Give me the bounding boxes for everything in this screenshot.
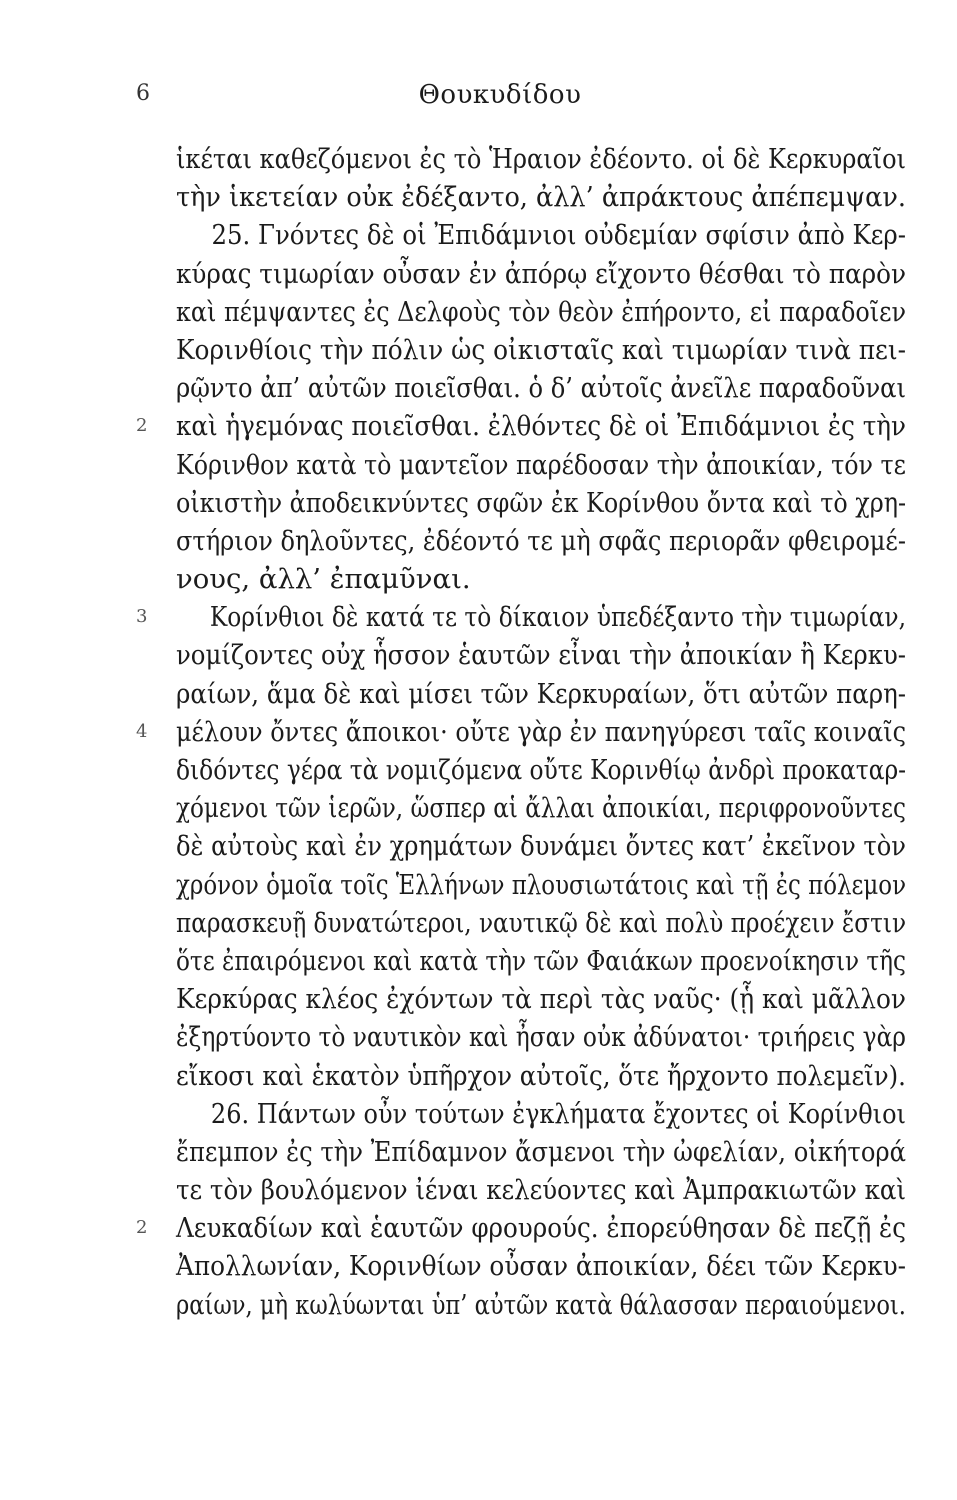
text-line	[176, 1286, 906, 1324]
text-line-content: καὶ ἡγεμόνας ποιεῖσθαι. ἐλθόντες δὲ οἱ Ἐπιδάμνιοι ἐς τὴν	[176, 410, 906, 443]
text-line-content: νους, ἀλλ’ ἐπαμῦναι.	[176, 563, 471, 596]
text-line-content: Κορίνθιοι δὲ κατά τε τὸ δίκαιον ὑπεδέξαντο τὴν τιμωρίαν,	[209, 601, 906, 634]
text-line-content: νομίζοντες οὐχ ἧσσον ἑαυτῶν εἶναι τὴν ἀποικίαν ἢ Κερκυ-	[176, 639, 906, 672]
text-line-content: ραίων, μὴ κωλύωνται ὑπ’ αὐτῶν κατὰ θάλασσαν περαιούμενοι.	[176, 1288, 906, 1321]
text-line	[136, 1209, 906, 1247]
text-line-content: τε τὸν βουλόμενον ἰέναι κελεύοντες καὶ Ἀμπρακιωτῶν καὶ	[176, 1174, 906, 1207]
text-line	[176, 140, 906, 178]
text-line-content: χρόνον ὁμοῖα τοῖς Ἑλλήνων πλουσιωτάτοις καὶ τῇ ἐς πόλεμον	[176, 868, 907, 901]
greek-text-body	[136, 140, 907, 1324]
text-line	[176, 827, 906, 865]
text-line	[176, 1095, 906, 1133]
text-line-content: Λευκαδίων καὶ ἑαυτῶν φρουρούς. ἐπορεύθησαν δὲ πεζῇ ἐς	[176, 1212, 906, 1245]
text-line-content: ρῷντο ἀπ’ αὐτῶν ποιεῖσθαι. ὁ δ’ αὐτοῖς ἀνεῖλε παραδοῦναι	[176, 372, 906, 405]
text-line-content: τὴν ἱκετείαν οὐκ ἐδέξαντο, ἀλλ’ ἀπράκτους ἀπέπεμψαν.	[176, 181, 906, 214]
text-line	[176, 484, 906, 522]
text-line-content: Κόρινθον κατὰ τὸ μαντεῖον παρέδοσαν τὴν ἀποικίαν, τόν τε	[176, 448, 906, 481]
text-line-content: 26. Πάντων οὖν τούτων ἐγκλήματα ἔχοντες οἱ Κορίνθιοι	[210, 1097, 906, 1130]
text-line	[176, 1171, 906, 1209]
text-line	[176, 866, 906, 904]
text-line-content: ἱκέται καθεζόμενοι ἐς τὸ Ἡραιον ἐδέοντο. οἱ δὲ Κερκυραῖοι	[176, 143, 906, 175]
margin-section-number: 2	[136, 415, 148, 437]
text-line	[136, 598, 906, 636]
text-line	[176, 560, 906, 598]
text-line-content: παρασκευῇ δυνατώτεροι, ναυτικῷ δὲ καὶ πολὺ προέχειν ἔστιν	[176, 906, 907, 939]
text-line	[176, 636, 906, 674]
text-line-content: χόμενοι τῶν ἱερῶν, ὥσπερ αἱ ἄλλαι ἀποικίαι, περιφρονοῦντες	[176, 792, 906, 825]
margin-section-number: 3	[136, 606, 148, 628]
text-line-content: Κορινθίοις τὴν πόλιν ὡς οἰκισταῖς καὶ τιμωρίαν τινὰ πει-	[176, 333, 906, 366]
text-line	[176, 178, 906, 216]
text-line-content: ὅτε ἐπαιρόμενοι καὶ κατὰ τὴν τῶν Φαιάκων προενοίκησιν τῆς	[176, 944, 906, 977]
text-line-content: Ἀπολλωνίαν, Κορινθίων οὖσαν ἀποικίαν, δέει τῶν Κερκυ-	[176, 1250, 907, 1283]
text-line	[176, 675, 906, 713]
text-line-content: 25. Γνόντες δὲ οἱ Ἐπιδάμνιοι οὐδεμίαν σφίσιν ἀπὸ Κερ-	[211, 219, 906, 252]
text-line-content: μέλουν ὄντες ἄποικοι· οὔτε γὰρ ἐν πανηγύρεσι ταῖς κοιναῖς	[176, 715, 906, 748]
text-line-content: ἔπεμπον ἐς τὴν Ἐπίδαμνον ἄσμενοι τὴν ὠφελίαν, οἰκήτορά	[176, 1135, 906, 1168]
page-number: 6	[136, 81, 150, 106]
text-line	[176, 904, 906, 942]
text-line	[176, 1133, 906, 1171]
text-line	[176, 369, 906, 407]
text-line	[176, 980, 906, 1018]
text-line	[176, 1057, 906, 1095]
text-line-content: οἰκιστὴν ἀποδεικνύντες σφῶν ἐκ Κορίνθου ὄντα καὶ τὸ χρη-	[176, 486, 907, 519]
margin-section-number: 2	[136, 1217, 148, 1239]
text-line	[176, 216, 906, 254]
text-line-content: ἐξηρτύοντο τὸ ναυτικὸν καὶ ἦσαν οὐκ ἀδύνατοι· τριήρεις γὰρ	[176, 1021, 906, 1054]
text-line	[176, 331, 906, 369]
text-line-content: διδόντες γέρα τὰ νομιζόμενα οὔτε Κορινθίῳ ἀνδρὶ προκαταρ-	[176, 754, 907, 786]
text-line-content: Κερκύρας κλέος ἐχόντων τὰ περὶ τὰς ναῦς· (ᾗ καὶ μᾶλλον	[176, 983, 906, 1016]
text-line-content: ραίων, ἅμα δὲ καὶ μίσει τῶν Κερκυραίων, ὅτι αὐτῶν παρη-	[176, 677, 907, 710]
text-line	[176, 255, 906, 293]
text-line	[176, 789, 906, 827]
text-line	[136, 713, 906, 751]
text-line	[176, 293, 906, 331]
text-line	[176, 751, 906, 789]
text-line	[176, 1018, 906, 1056]
running-head: Θουκυδίδου	[418, 80, 582, 110]
text-line-content: δὲ αὐτοὺς καὶ ἐν χρημάτων δυνάμει ὄντες κατ’ ἐκεῖνον τὸν	[176, 830, 906, 863]
text-line	[176, 1247, 906, 1285]
text-line	[176, 522, 906, 560]
text-line-content: κύρας τιμωρίαν οὖσαν ἐν ἀπόρῳ εἴχοντο θέσθαι τὸ παρὸν	[176, 257, 906, 290]
text-line-content: στήριον δηλοῦντες, ἐδέοντό τε μὴ σφᾶς περιορᾶν φθειρομέ-	[176, 524, 907, 557]
margin-section-number: 4	[136, 720, 148, 742]
text-line	[176, 942, 906, 980]
text-line	[136, 407, 906, 445]
text-line-content: καὶ πέμψαντες ἐς Δελφοὺς τὸν θεὸν ἐπήροντο, εἰ παραδοῖεν	[176, 295, 906, 328]
text-line-content: εἴκοσι καὶ ἑκατὸν ὑπῆρχον αὐτοῖς, ὅτε ἤρχοντο πολεμεῖν).	[176, 1059, 906, 1092]
text-line	[176, 446, 906, 484]
